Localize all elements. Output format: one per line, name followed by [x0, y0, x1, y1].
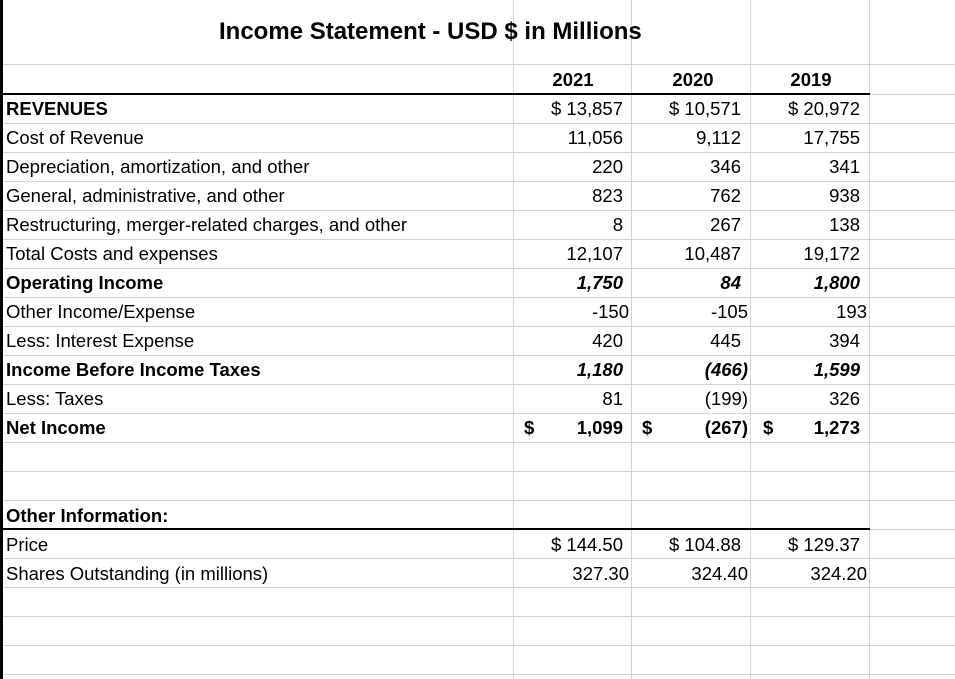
- cell-net-income-2020: (267): [704, 417, 748, 438]
- cell-price-2020: $ 104.88: [668, 534, 741, 555]
- cell-depreciation-2019: 341: [829, 156, 860, 177]
- row-label-other-income: Other Income/Expense: [6, 301, 196, 322]
- currency-symbol-2020: $: [642, 417, 653, 438]
- currency-symbol-2021: $: [524, 417, 535, 438]
- cell-restructuring-2020: 267: [710, 214, 741, 235]
- row-label-depreciation: Depreciation, amortization, and other: [6, 156, 310, 177]
- cell-general-admin-2019: 938: [829, 185, 860, 206]
- row-label-general-admin: General, administrative, and other: [6, 185, 285, 206]
- cell-taxes-2020: (199): [704, 388, 748, 409]
- cell-restructuring-2019: 138: [829, 214, 860, 235]
- other-info-heading: Other Information:: [6, 505, 169, 526]
- cell-cost-of-revenue-2020: 9,112: [696, 127, 741, 148]
- cell-other-income-2021: -150: [591, 301, 629, 322]
- row-label-shares-outstanding: Shares Outstanding (in millions): [6, 563, 269, 584]
- row-label-net-income: Net Income: [6, 417, 106, 438]
- row-label-price: Price: [6, 534, 49, 555]
- cell-operating-income-2019: 1,800: [813, 272, 860, 293]
- row-label-total-costs: Total Costs and expenses: [6, 243, 218, 264]
- cell-price-2019: $ 129.37: [787, 534, 860, 555]
- cell-shares-2020: 324.40: [691, 563, 748, 584]
- year-header-2021: 2021: [552, 69, 594, 90]
- statement-title: Income Statement - USD $ in Millions: [219, 18, 642, 45]
- cell-shares-2021: 327.30: [572, 563, 629, 584]
- cell-total-costs-2021: 12,107: [566, 243, 623, 264]
- cell-taxes-2019: 326: [829, 388, 860, 409]
- cell-income-before-taxes-2019: 1,599: [813, 359, 860, 380]
- currency-symbol-2019: $: [763, 417, 774, 438]
- cell-other-income-2020: -105: [710, 301, 748, 322]
- cell-interest-expense-2019: 394: [829, 330, 860, 351]
- cell-price-2021: $ 144.50: [550, 534, 623, 555]
- cell-cost-of-revenue-2019: 17,755: [803, 127, 860, 148]
- cell-general-admin-2021: 823: [592, 185, 623, 206]
- sheet-left-border: [0, 0, 3, 679]
- cell-taxes-2021: 81: [602, 388, 623, 409]
- header-underline: [0, 93, 870, 95]
- cell-income-before-taxes-2021: 1,180: [576, 359, 623, 380]
- cell-revenues-2020: $ 10,571: [668, 98, 741, 119]
- cell-revenues-2019: $ 20,972: [787, 98, 860, 119]
- cell-interest-expense-2020: 445: [710, 330, 741, 351]
- row-label-interest-expense: Less: Interest Expense: [6, 330, 195, 351]
- cell-other-income-2019: 193: [836, 301, 867, 322]
- row-label-revenues: REVENUES: [6, 98, 108, 119]
- row-label-restructuring: Restructuring, merger-related charges, and other: [6, 214, 408, 235]
- row-label-cost-of-revenue: Cost of Revenue: [6, 127, 144, 148]
- cell-depreciation-2021: 220: [592, 156, 623, 177]
- year-header-2019: 2019: [790, 69, 832, 90]
- year-header-2020: 2020: [672, 69, 714, 90]
- row-label-income-before-taxes: Income Before Income Taxes: [6, 359, 261, 380]
- cell-net-income-2021: 1,099: [576, 417, 623, 438]
- cell-shares-2019: 324.20: [810, 563, 867, 584]
- cell-total-costs-2019: 19,172: [803, 243, 860, 264]
- cell-depreciation-2020: 346: [710, 156, 741, 177]
- cell-restructuring-2021: 8: [612, 214, 623, 235]
- cell-net-income-2019: 1,273: [813, 417, 860, 438]
- cell-revenues-2021: $ 13,857: [550, 98, 623, 119]
- other-info-underline: [0, 528, 870, 530]
- row-label-taxes: Less: Taxes: [6, 388, 104, 409]
- cell-operating-income-2021: 1,750: [576, 272, 623, 293]
- cell-interest-expense-2021: 420: [592, 330, 623, 351]
- cell-total-costs-2020: 10,487: [684, 243, 741, 264]
- cell-income-before-taxes-2020: (466): [704, 359, 748, 380]
- cell-general-admin-2020: 762: [710, 185, 741, 206]
- row-label-operating-income: Operating Income: [6, 272, 164, 293]
- cell-cost-of-revenue-2021: 11,056: [567, 127, 623, 148]
- cell-operating-income-2020: 84: [720, 272, 741, 293]
